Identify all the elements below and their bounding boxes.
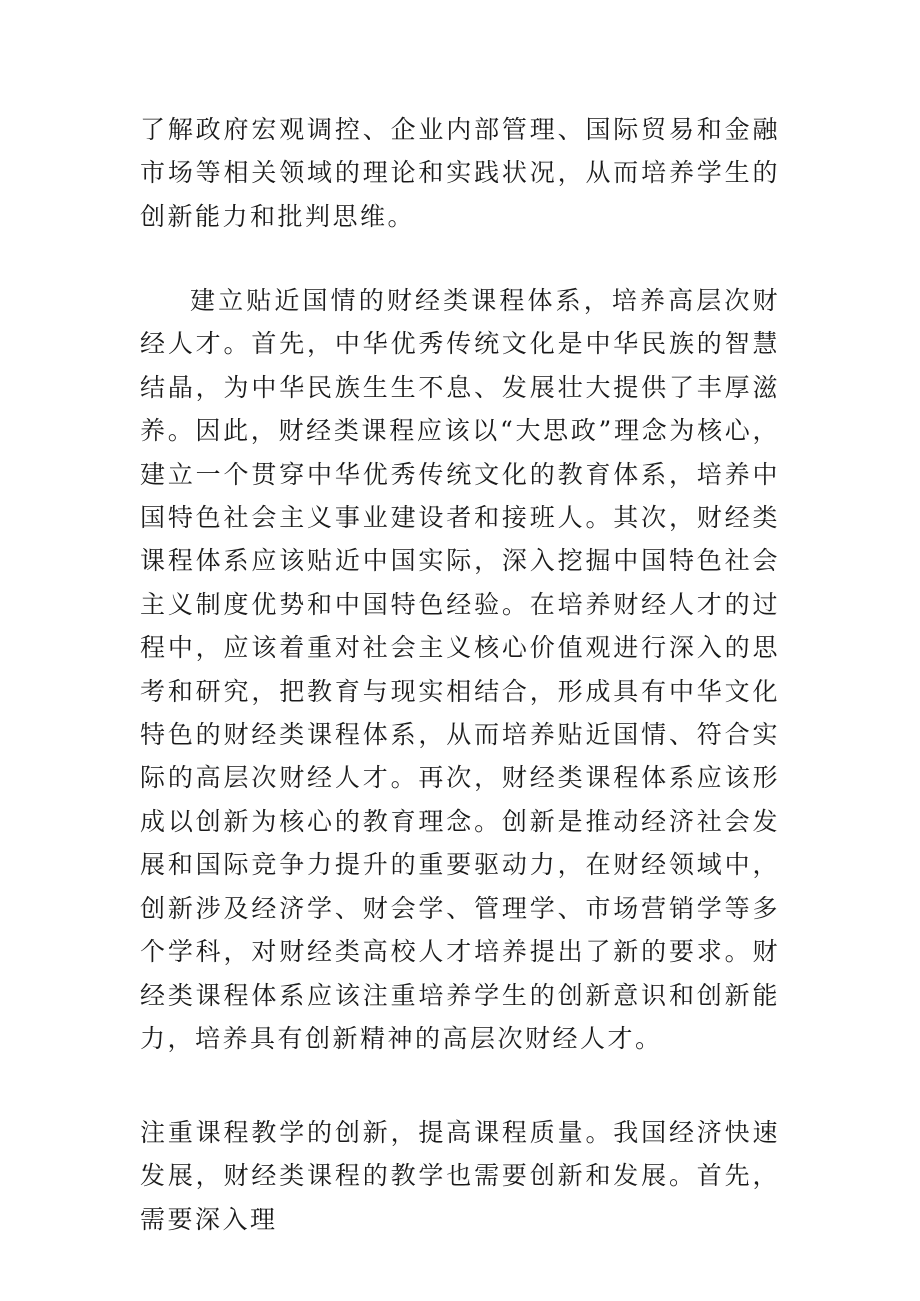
paragraph-curriculum-system: 建立贴近国情的财经类课程体系，培养高层次财经人才。首先，中华优秀传统文化是中华民族的智慧结晶，为中华民族生生不息、发展壮大提供了丰厚滋养。因此，财经类课程应该以“大思政”理念为核心，建立一个贯穿中华优秀传统文化的教育体系，培养中国特色社会主义事业建设者和接班人。其次，财经类课程体系应该贴近中国实际，深入挖掘中国特色社会主义制度优势和中国特色经验。在培养财经人才的过程中，应该着重对社会主义核心价值观进行深入的思考和研究，把教育与现实相结合，形成具有中华文化特色的财经类课程体系，从而培养贴近国情、符合实际的高层次财经人才。再次，财经类课程体系应该形成以创新为核心的教育理念。创新是推动经济社会发展和国际竞争力提升的重要驱动力，在财经领域中，创新涉及经济学、财会学、管理学、市场营销学等多个学科，对财经类高校人才培养提出了新的要求。财经类课程体系应该注重培养学生的创新意识和创新能力，培养具有创新精神的高层次财经人才。 xyxy=(140,286,780,1053)
paragraph-teaching-innovation: 注重课程教学的创新，提高课程质量。我国经济快速发展，财经类课程的教学也需要创新和发展。首先，需要深入理 xyxy=(140,1118,780,1234)
paragraph-continuation: 了解政府宏观调控、企业内部管理、国际贸易和金融市场等相关领域的理论和实践状况，从而培养学生的创新能力和批判思维。 xyxy=(140,115,780,231)
